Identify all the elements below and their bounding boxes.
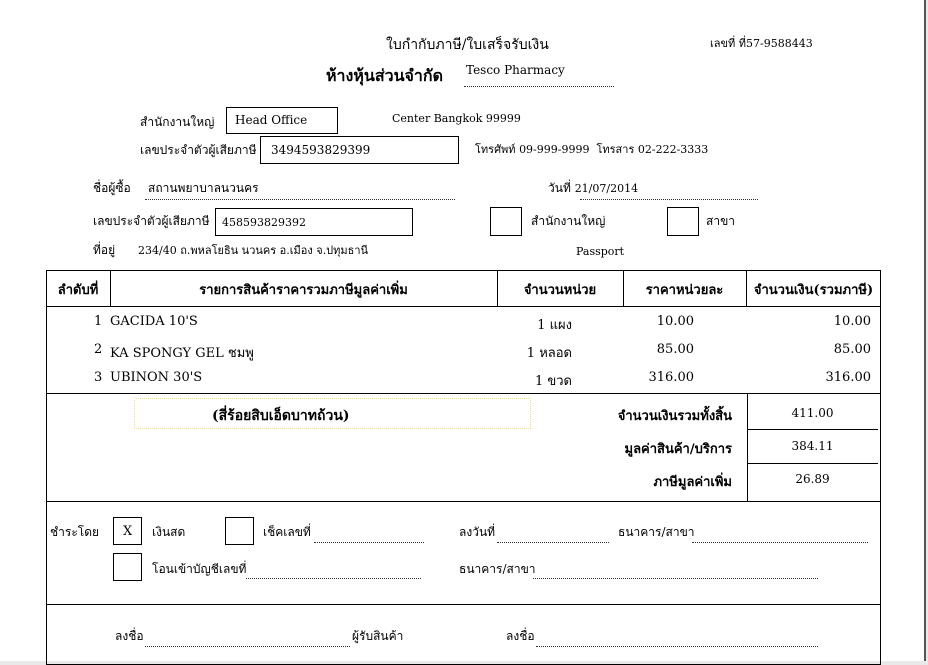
seller-tax-id-value: 3494593829399 bbox=[271, 143, 371, 157]
doc-number bbox=[710, 34, 813, 52]
bank-dotline[interactable] bbox=[692, 542, 868, 543]
total-value: 411.00 bbox=[791, 406, 834, 420]
seller-head-office-field[interactable] bbox=[226, 107, 338, 134]
header-no: ลำดับที่ bbox=[57, 283, 99, 298]
collector-sign-dotline[interactable] bbox=[536, 646, 818, 647]
totals-row-divider-2 bbox=[747, 463, 878, 464]
cheque-label: เช็คเลขที่ bbox=[263, 525, 311, 539]
row-2-unit-price: 85.00 bbox=[656, 342, 694, 357]
bank-label: ธนาคาร/สาขา bbox=[618, 525, 695, 539]
buyer-branch-checkbox[interactable] bbox=[667, 207, 699, 236]
phone-value: 09-999-9999 bbox=[519, 143, 590, 156]
header-divider bbox=[46, 306, 881, 307]
row-3-no: 3 bbox=[94, 370, 103, 385]
payment-date-label: ลงวันที่ bbox=[459, 525, 496, 539]
totals-divider bbox=[46, 501, 881, 502]
fax-value: 02-222-3333 bbox=[637, 143, 709, 156]
vat-label: ภาษีมูลค่าเพิ่ม bbox=[653, 475, 732, 490]
row-2-amount: 85.00 bbox=[833, 342, 871, 357]
row-2-qty: 1 หลอด bbox=[526, 346, 572, 361]
row-1-no: 1 bbox=[94, 314, 103, 329]
row-3-item: UBINON 30'S bbox=[110, 370, 203, 385]
buyer-branch-label: สาขา bbox=[706, 214, 736, 228]
company-prefix: ห้างหุ้นส่วนจำกัด bbox=[326, 66, 443, 85]
buyer-address: 234/40 ถ.พหลโยธิน นวนคร อ.เมือง จ.ปทุมธานี bbox=[138, 244, 369, 257]
payment-date-dotline[interactable] bbox=[497, 542, 609, 543]
row-1-unit-price: 10.00 bbox=[656, 314, 694, 329]
seller-head-office-label: สำนักงานใหญ่ bbox=[140, 115, 215, 129]
cash-label: เงินสด bbox=[152, 525, 186, 539]
row-1-amount: 10.00 bbox=[833, 314, 871, 329]
seller-head-office-value: Head Office bbox=[235, 113, 308, 127]
seller-contact bbox=[475, 140, 708, 158]
paid-by-label: ชำระโดย bbox=[50, 525, 100, 539]
cheque-checkbox[interactable] bbox=[225, 517, 254, 545]
vat-value: 26.89 bbox=[795, 472, 830, 486]
buyer-date-value: 21/07/2014 bbox=[574, 182, 639, 195]
goods-value: 384.11 bbox=[791, 439, 834, 453]
seller-tax-id-label: เลขประจำตัวผู้เสียภาษี bbox=[140, 143, 257, 157]
row-1-qty: 1 แผง bbox=[537, 318, 572, 333]
sign-label-2: ลงชื่อ bbox=[506, 629, 535, 643]
buyer-name: สถานพยาบาลนวนคร bbox=[148, 181, 259, 195]
row-2-item: KA SPONGY GEL ชมพู bbox=[110, 346, 254, 361]
row-3-amount: 316.00 bbox=[825, 370, 871, 385]
header-qty: จำนวนหน่วย bbox=[523, 283, 597, 298]
cheque-no-dotline[interactable] bbox=[314, 542, 424, 543]
cash-checkbox[interactable] bbox=[113, 517, 142, 545]
header-amount: จำนวนเงิน(รวมภาษี) bbox=[753, 283, 874, 298]
buyer-date-dotline bbox=[580, 199, 758, 200]
seller-branch-address: Center Bangkok 99999 bbox=[392, 112, 521, 125]
header-item: รายการสินค้าราคารวมภาษีมูลค่าเพิ่ม bbox=[199, 283, 408, 298]
bank-dotline-2[interactable] bbox=[533, 578, 818, 579]
bank-label-2: ธนาคาร/สาขา bbox=[459, 562, 536, 576]
account-no-dotline[interactable] bbox=[246, 578, 421, 579]
transfer-label: โอนเข้าบัญชีเลขที่ bbox=[152, 562, 247, 576]
buyer-date-label: วันที่ bbox=[548, 181, 571, 195]
row-2-no: 2 bbox=[94, 342, 103, 357]
phone-label: โทรศัพท์ bbox=[475, 143, 516, 156]
fax-label: โทรสาร bbox=[596, 143, 635, 156]
buyer-head-office-label: สำนักงานใหญ่ bbox=[531, 214, 606, 228]
transfer-checkbox[interactable] bbox=[113, 553, 142, 581]
seller-tax-id-field[interactable] bbox=[260, 136, 459, 164]
company-name-dotline bbox=[464, 86, 614, 87]
company-name: Tesco Pharmacy bbox=[466, 63, 565, 77]
items-table bbox=[46, 270, 881, 665]
receiver-label: ผู้รับสินค้า bbox=[352, 629, 404, 643]
totals-row-divider-1 bbox=[747, 429, 878, 430]
buyer-name-dotline bbox=[145, 199, 455, 200]
buyer-passport-label: Passport bbox=[576, 245, 625, 258]
doc-number-value: ที่57-9588443 bbox=[738, 37, 813, 50]
amount-in-words: (สี่ร้อยสิบเอ็ดบาทถ้วน) bbox=[212, 408, 350, 424]
buyer-head-office-checkbox[interactable] bbox=[490, 207, 522, 236]
buyer-tax-id-field[interactable] bbox=[215, 208, 413, 236]
row-3-unit-price: 316.00 bbox=[648, 370, 694, 385]
items-divider bbox=[46, 393, 881, 394]
total-label: จำนวนเงินรวมทั้งสิ้น bbox=[617, 409, 732, 424]
row-1-item: GACIDA 10'S bbox=[110, 314, 198, 329]
cash-check-mark: X bbox=[123, 524, 133, 539]
goods-value-label: มูลค่าสินค้า/บริการ bbox=[624, 442, 732, 457]
doc-title: ใบกำกับภาษี/ใบเสร็จรับเงิน bbox=[386, 37, 549, 53]
header-unit-price: ราคาหน่วยละ bbox=[645, 283, 724, 298]
row-3-qty: 1 ขวด bbox=[534, 374, 572, 389]
payment-divider bbox=[46, 604, 881, 605]
sign-label: ลงชื่อ bbox=[115, 629, 144, 643]
buyer-tax-id-value: 458593829392 bbox=[222, 216, 306, 229]
buyer-address-label: ที่อยู่ bbox=[93, 243, 116, 257]
doc-number-label: เลขที่ bbox=[710, 37, 736, 50]
receiver-sign-dotline[interactable] bbox=[145, 646, 350, 647]
buyer-date bbox=[548, 179, 638, 198]
buyer-tax-id-label: เลขประจำตัวผู้เสียภาษี bbox=[93, 214, 210, 228]
buyer-name-label: ชื่อผู้ซื้อ bbox=[93, 181, 131, 195]
